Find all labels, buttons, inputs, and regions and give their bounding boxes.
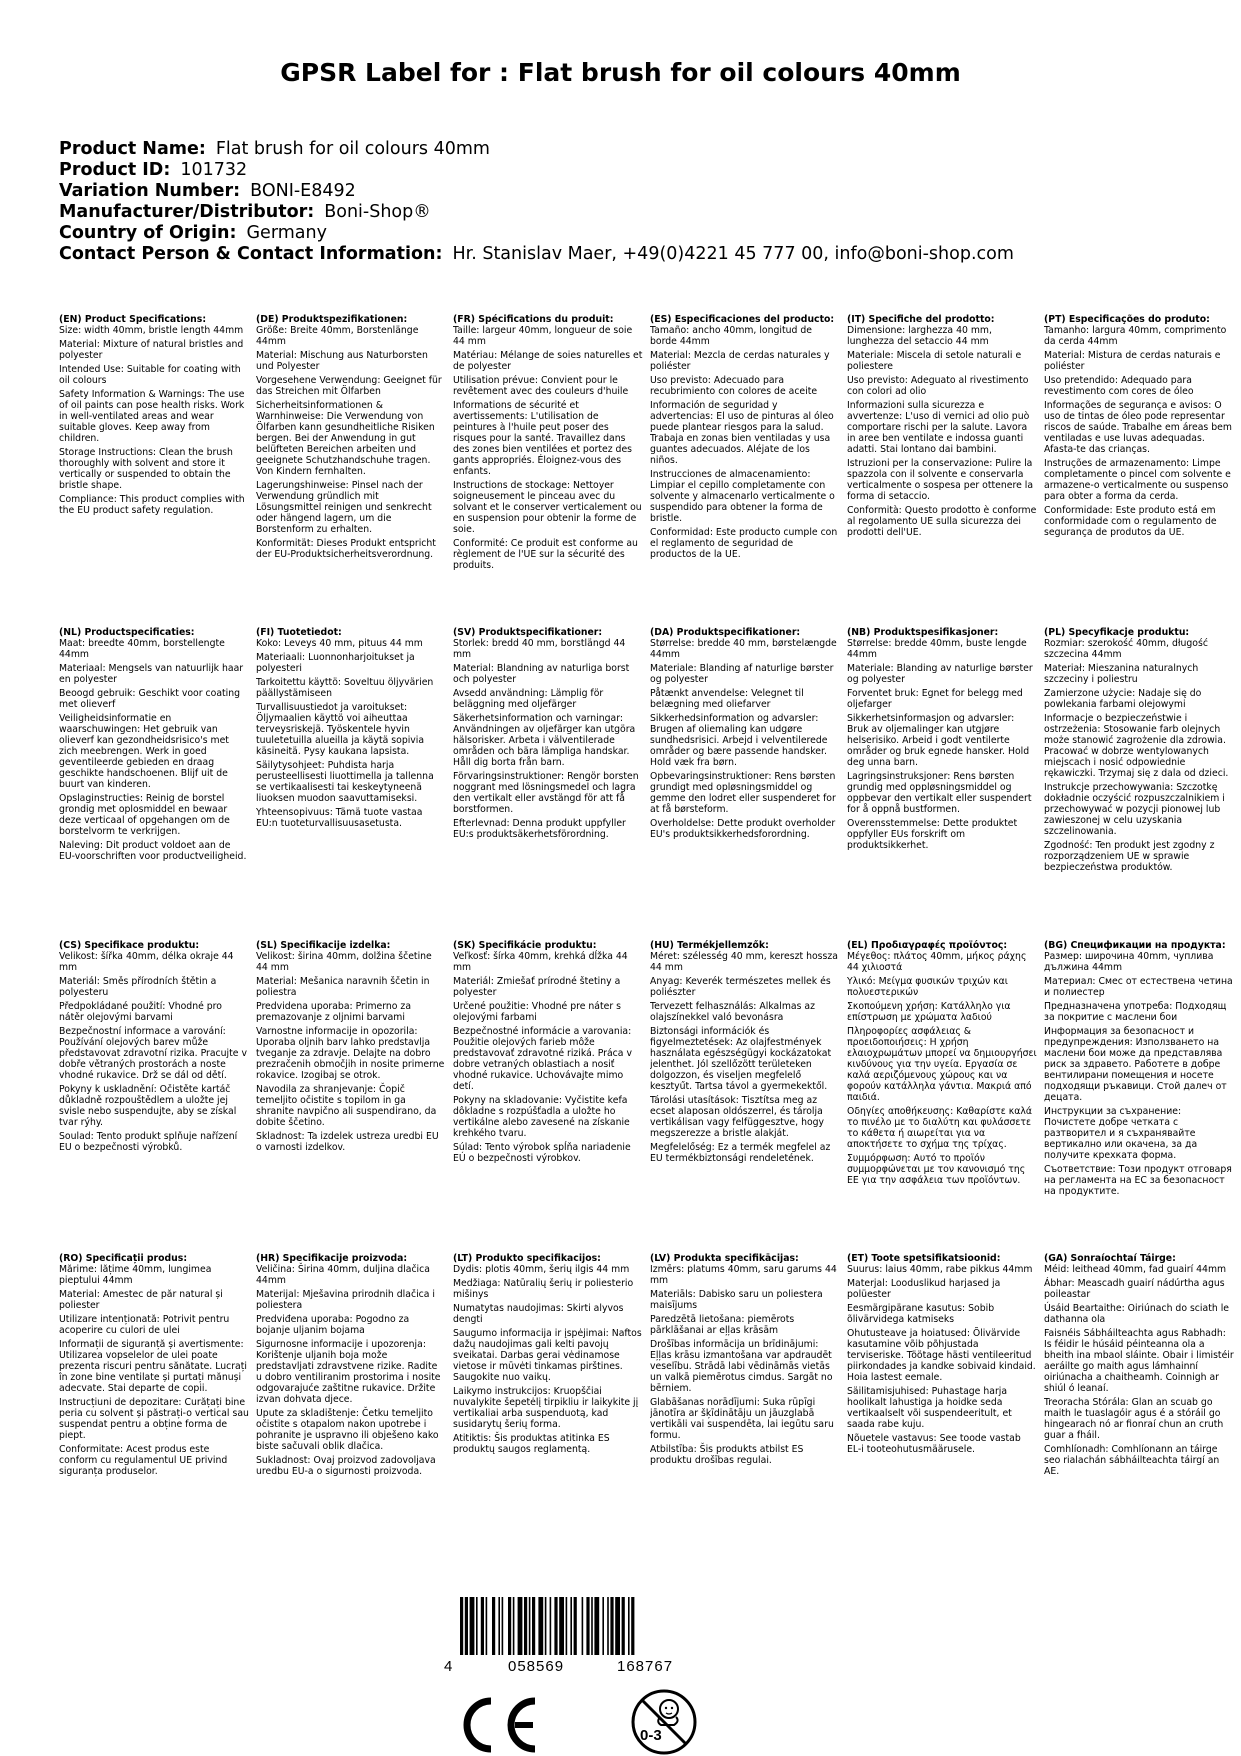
spec-line: Overholdelse: Dette produkt overholder EU's produktsikkerhedsforordning.: [650, 818, 836, 840]
barcode-bar: [622, 1597, 625, 1655]
spec-line: Tarkoitettu käyttö: Soveltuu öljyvärien päällystämiseen: [256, 677, 434, 699]
variation-number-label: Variation Number:: [59, 181, 241, 201]
barcode-bar: [465, 1597, 468, 1655]
spec-heading: (DE) Produktspezifikationen:: [256, 314, 408, 325]
spec-heading: (FR) Spécifications du produit:: [453, 314, 614, 325]
spec-line: Súlad: Tento výrobok spĺňa nariadenie EÚ o bezpečnosti výrobkov.: [453, 1142, 631, 1164]
spec-section: [59, 627, 249, 937]
spec-heading: (RO) Specificații produs:: [59, 1253, 188, 1264]
barcode-bar: [492, 1597, 495, 1655]
spec-heading: (NL) Productspecificaties:: [59, 627, 195, 638]
spec-line: Zgodność: Ten produkt jest zgodny z rozporządzeniem UE w sprawie bezpieczeństwa produktów.: [1044, 840, 1215, 873]
spec-line: Drošības informācija un brīdinājumi: Eļļas krāsu izmantošana var apdraudēt veselību. Strādā labi vēdināmās vietās un valkā piemērotus cimdus. Sargāt no bērniem.: [650, 1339, 833, 1394]
barcode-lead-digit: 4: [444, 1658, 453, 1675]
spec-heading: (ET) Toote spetsifikatsioonid:: [847, 1253, 1001, 1264]
barcode-bar: [602, 1597, 604, 1655]
spec-section: [453, 314, 643, 624]
spec-line: Avsedd användning: Lämplig för beläggning med oljefärger: [453, 688, 604, 710]
spec-line: Instrukcje przechowywania: Szczotkę dokładnie oczyścić rozpuszczalnikiem i przechowywać w pozycji pionowej lub zawieszonej w celu uzyskania szczelinowania.: [1044, 782, 1225, 837]
spec-section: [256, 627, 446, 937]
spec-line: Storage Instructions: Clean the brush thoroughly with solvent and store it vertically or suspended to obtain the bristle shape.: [59, 447, 233, 491]
spec-line: Taille: largeur 40mm, longueur de soie 44 mm: [453, 325, 633, 347]
spec-heading: (HU) Termékjellemzők:: [650, 940, 769, 951]
spec-heading: (SL) Specifikacije izdelka:: [256, 940, 391, 951]
spec-line: Efterlevnad: Denna produkt uppfyller EU:s produktsäkerhetsförordning.: [453, 818, 626, 840]
spec-line: Méid: leithead 40mm, fad guairí 44mm: [1044, 1264, 1227, 1275]
barcode-bar: [610, 1597, 613, 1655]
spec-line: Lagerungshinweise: Pinsel nach der Verwendung gründlich mit Lösungsmittel reinigen und senkrecht oder hängend lagern, um die Borstenform zu erhalten.: [256, 480, 432, 535]
product-id-label: Product ID:: [59, 160, 171, 180]
spec-line: Materiál: Směs přírodních štětin a polyesteru: [59, 976, 217, 998]
spec-line: Instruções de armazenamento: Limpe completamente o pincel com solvente e armazene-o verticalmente ou suspenso para obter a forma da cerda.: [1044, 458, 1231, 502]
spec-line: Tárolási utasítások: Tisztítsa meg az ecset alaposan oldószerrel, és tárolja vertikálisan vagy felfüggesztve, hogy megszerezze a bristle alakját.: [650, 1095, 825, 1139]
spec-line: Numatytas naudojimas: Skirti alyvos dengti: [453, 1303, 624, 1325]
spec-line: Säkerhetsinformation och varningar: Användningen av oljefärger kan utgöra hälsorisker. Arbeta i välventilerade områden och bära lämpliga handskar. Håll dig borta från barn.: [453, 713, 636, 768]
spec-heading: (PT) Especificações do produto:: [1044, 314, 1210, 325]
spec-line: Konformität: Dieses Produkt entspricht der EU-Produktsicherheitsverordnung.: [256, 538, 436, 560]
spec-line: Méret: szélesség 40 mm, kereszt hossza 44 mm: [650, 951, 838, 973]
spec-line: Yhteensopivuus: Tämä tuote vastaa EU:n tuoteturvallisuusasetusta.: [256, 807, 423, 829]
spec-line: Storlek: bredd 40 mm, borstlängd 44 mm: [453, 638, 626, 660]
spec-section: [650, 314, 840, 624]
spec-line: Predviđena uporaba: Pogodno za bojanje uljanim bojama: [256, 1314, 410, 1336]
spec-line: Uso previsto: Adecuado para recubrimiento con colores de aceite: [650, 375, 818, 397]
spec-heading: (HR) Specifikacije proizvoda:: [256, 1253, 408, 1264]
product-info: [59, 139, 1199, 265]
spec-line: Conformitate: Acest produs este conform cu regulamentul UE privind siguranța produselor.: [59, 1444, 228, 1477]
spec-line: Overensstemmelse: Dette produktet oppfyller EUs forskrift om produktsikkerhet.: [847, 818, 1018, 851]
spec-line: Paredzētā lietošana: piemērots pārklāšanai ar eļļas krāsām: [650, 1314, 795, 1336]
spec-section: [59, 314, 249, 624]
spec-line: Størrelse: bredde 40 mm, børstelængde 44mm: [650, 638, 837, 660]
barcode-bar: [508, 1597, 511, 1655]
page-title: GPSR Label for : Flat brush for oil colours 40mm: [280, 58, 961, 87]
spec-line: Bezpečnostní informace a varování: Používání olejových barev může představovat zdravotní rizika. Pracujte v dobře větraných prostorách a noste vhodné rukavice. Drž se dál od dětí.: [59, 1026, 247, 1081]
spec-line: Size: width 40mm, bristle length 44mm: [59, 325, 244, 336]
spec-section: [650, 627, 840, 937]
barcode-bar: [631, 1597, 634, 1655]
spec-heading: (EN) Product Specifications:: [59, 314, 207, 325]
contact-row: [59, 244, 1199, 265]
spec-line: Veiligheidsinformatie en waarschuwingen: Het gebruik van olieverf kan gezondheidsrisico's met zich meebrengen. Werk in goed geventileerde gebieden en draag geschikte handschoenen. Blijf uit de buurt van kinderen.: [59, 713, 229, 790]
barcode-bar: [615, 1597, 620, 1655]
spec-heading: (CS) Specifikace produktu:: [59, 940, 200, 951]
barcode-bar: [574, 1597, 577, 1655]
spec-line: Naleving: Dit product voldoet aan de EU-voorschriften voor productveiligheid.: [59, 840, 247, 862]
ean-barcode: [440, 1595, 740, 1675]
spec-line: Material: Blandning av naturliga borst och polyester: [453, 663, 630, 685]
spec-line: Saugumo informacija ir įspėjimai: Naftos dažų naudojimas gali kelti pavojų sveikatai. Darbas gerai vėdinamose vietose ir mūvėti tinkamas pirštines. Saugokite nuo vaikų.: [453, 1328, 642, 1383]
spec-line: Turvallisuustiedot ja varoitukset: Öljymaalien käyttö voi aiheuttaa terveysriskejä. Työskentele hyvin tuuletetuilla alueilla ja käytä sopivia käsineitä. Pysy kaukana lapsista.: [256, 702, 425, 757]
barcode-bar: [554, 1597, 557, 1655]
spec-line: Veličina: Širina 40mm, duljina dlačica 44mm: [256, 1264, 430, 1286]
spec-line: Συμμόρφωση: Αυτό το προϊόν συμμορφώνεται με τον κανονισμό της ΕΕ για την ασφάλεια των προϊόντων.: [847, 1153, 1026, 1186]
spec-line: Předpokládané použití: Vhodné pro nátěr olejovými barvami: [59, 1001, 222, 1023]
barcode-bar: [513, 1597, 515, 1655]
spec-line: Material: Amestec de păr natural și poliester: [59, 1289, 223, 1311]
spec-line: Материал: Смес от естествена четина и полиестер: [1044, 976, 1233, 998]
spec-line: Rozmiar: szerokość 40mm, długość szczecina 44mm: [1044, 638, 1208, 660]
barcode-bar: [470, 1597, 475, 1655]
spec-line: Πληροφορίες ασφάλειας & προειδοποιήσεις: Η χρήση ελαιοχρωμάτων μπορεί να δημιουργήσει κινδύνους για την υγεία. Εργασία σε καλά αεριζόμενους χώρους και να φορούν κατάλληλα γάντια. Μακριά από παιδιά.: [847, 1026, 1037, 1103]
spec-line: Tamanho: largura 40mm, comprimento da cerda 44mm: [1044, 325, 1227, 347]
spec-line: Comhlíonadh: Comhlíonann an táirge seo rialachán sábháilteachta táirgí an AE.: [1044, 1444, 1220, 1477]
spec-heading: (BG) Спецификации на продукта:: [1044, 940, 1226, 951]
spec-line: Atitiktis: Šis produktas atitinka ES produktų saugos reglamentą.: [453, 1433, 610, 1455]
spec-line: Ábhar: Meascadh guairí nádúrtha agus poileastar: [1044, 1278, 1225, 1300]
spec-line: Material: Mischung aus Naturborsten und Polyester: [256, 350, 428, 372]
spec-line: Velikost: širina 40mm, dolžina ščetine 44 mm: [256, 951, 432, 973]
spec-line: Upute za skladištenje: Četku temeljito očistite s otapalom nakon upotrebe i pohranite je uspravno ili obješeno kako biste sačuvali oblik dlačica.: [256, 1408, 439, 1452]
spec-line: Uso pretendido: Adequado para revestimento com cores de óleo: [1044, 375, 1194, 397]
spec-line: Informazioni sulla sicurezza e avvertenze: L'uso di vernici ad olio può comportare rischi per la salute. Lavora in aree ben ventilate e indossa guanti adatti. Stai lontano dai bambini.: [847, 400, 1030, 455]
spec-line: Materjal: Looduslikud harjased ja polüester: [847, 1278, 1001, 1300]
spec-line: Materiál: Zmiešať prírodné štetiny a polyester: [453, 976, 621, 998]
spec-line: Izmērs: platums 40mm, saru garums 44 mm: [650, 1264, 837, 1286]
spec-line: Tervezett felhasználás: Alkalmas az olajszínekkel való bevonásra: [650, 1001, 815, 1023]
spec-section: [1044, 627, 1234, 937]
spec-line: Istruzioni per la conservazione: Pulire la spazzola con il solvente e conservarla verticalmente o sospesa per ottenere la forma di setaccio.: [847, 458, 1034, 502]
spec-line: Säilitamisjuhised: Puhastage harja hoolikalt lahustiga ja hoidke seda vertikaalselt või suspendeeritult, et saada rabe kuju.: [847, 1386, 1012, 1430]
spec-line: Beoogd gebruik: Geschikt voor coating met olieverf: [59, 688, 241, 710]
spec-line: Sikkerhedsinformation og advarsler: Brugen af oliemaling kan udgøre sundhedsrisici. Arbejd i velventilerede områder og bære passende handsker. Hold væk fra børn.: [650, 713, 828, 768]
country-of-origin-row: [59, 223, 1199, 244]
spec-section: [847, 314, 1037, 624]
spec-line: Predvidena uporaba: Primerno za premazovanje z oljnimi barvami: [256, 1001, 412, 1023]
spec-line: Material: Mešanica naravnih ščetin in poliestra: [256, 976, 430, 998]
spec-section: [650, 1253, 840, 1553]
barcode-bar: [570, 1597, 572, 1655]
barcode-bar: [524, 1597, 527, 1655]
barcode-digits-left: 058569: [508, 1658, 565, 1675]
spec-line: Material: Mixture of natural bristles and polyester: [59, 339, 244, 361]
spec-line: Intended Use: Suitable for coating with oil colours: [59, 364, 241, 386]
spec-line: Ohutusteave ja hoiatused: Õlivärvide kasutamine võib põhjustada terviseriske. Töötage hästi ventileeritud piirkondades ja kandke sobivaid kindaid. Hoia lastest eemale.: [847, 1328, 1036, 1383]
spec-line: Glabāšanas norādījumi: Suka rūpīgi jānotīra ar šķīdinātāju un jāuzglabā vertikāli vai suspendēta, lai iegūtu saru formu.: [650, 1397, 834, 1441]
spec-line: Sukladnost: Ovaj proizvod zadovoljava uredbu EU-a o sigurnosti proizvoda.: [256, 1455, 436, 1477]
spec-line: Varnostne informacije in opozorila: Uporaba oljnih barv lahko predstavlja tveganje za zdravje. Delajte na dobro prezračenih območjih in nosite primerne rokavice. Izogibaj se otrok.: [256, 1026, 445, 1081]
product-id-value: 101732: [180, 160, 248, 180]
variation-number-value: BONI-E8492: [250, 181, 356, 201]
barcode-bars: [460, 1597, 634, 1655]
spec-heading: (FI) Tuotetiedot:: [256, 627, 342, 638]
spec-line: Οδηγίες αποθήκευσης: Καθαρίστε καλά το πινέλο με το διαλύτη και φυλάσσετε το κάθετα ή αιωρείται για να αποκτήσετε το σχήμα της τρίχας.: [847, 1106, 1032, 1150]
product-id-row: [59, 160, 1199, 181]
spec-line: Určené použitie: Vhodné pre náter s olejovými farbami: [453, 1001, 621, 1023]
barcode-bar: [566, 1597, 568, 1655]
spec-line: Предназначена употреба: Подходящ за покритие с маслени бои: [1044, 1001, 1227, 1023]
spec-line: Materiał: Mieszanina naturalnych szczeciny i poliestru: [1044, 663, 1199, 685]
barcode-bar: [628, 1597, 630, 1655]
spec-line: Velikost: šířka 40mm, délka okraje 44 mm: [59, 951, 234, 973]
spec-heading: (LT) Produkto specifikacijos:: [453, 1253, 601, 1264]
spec-line: Größe: Breite 40mm, Borstenlänge 44mm: [256, 325, 419, 347]
spec-line: Conformidad: Este producto cumple con el reglamento de seguridad de productos de la UE.: [650, 527, 838, 560]
barcode-bar: [591, 1597, 593, 1655]
spec-line: Eesmärgipärane kasutus: Sobib õlivärvidega katmiseks: [847, 1303, 995, 1325]
spec-line: Säilytysohjeet: Puhdista harja perusteellisesti liuottimella ja tallenna se vertikaalisesti tai keskeytyneenä liuoksen muodon saavuttamiseksi.: [256, 760, 434, 804]
spec-line: Informacje o bezpieczeństwie i ostrzeżenia: Stosowanie farb olejnych może stanowić zagrożenie dla zdrowia. Pracować w dobrze wentylowanych miejscach i nosić odpowiednie rękawiczki. Trzymaj się z dala od dzieci.: [1044, 713, 1229, 779]
spec-section: [256, 940, 446, 1250]
spec-line: Materijal: Mješavina prirodnih dlačica i poliestera: [256, 1289, 435, 1311]
spec-line: Úsáid Beartaithe: Oiriúnach do sciath le dathanna ola: [1044, 1303, 1229, 1325]
spec-line: Suurus: laius 40mm, rabe pikkus 44mm: [847, 1264, 1033, 1275]
spec-line: Съответствие: Този продукт отговаря на регламента на ЕС за безопасност на продуктите.: [1044, 1164, 1232, 1197]
spec-line: Conformità: Questo prodotto è conforme al regolamento UE sulla sicurezza dei prodotti dell'UE.: [847, 505, 1037, 538]
spec-line: Materiale: Miscela di setole naturali e poliestere: [847, 350, 1022, 372]
spec-line: Material: Mezcla de cerdas naturales y poliéster: [650, 350, 830, 372]
spec-line: Lagringsinstruksjoner: Rens børsten grundig med oppløsningsmiddel og oppbevar den vertikalt eller suspendert for å oppnå bustformen.: [847, 771, 1032, 815]
spec-heading: (EL) Προδιαγραφές προϊόντος:: [847, 940, 1008, 951]
spec-line: Matériau: Mélange de soies naturelles et de polyester: [453, 350, 643, 372]
barcode-bar: [594, 1597, 599, 1655]
spec-line: Materiaali: Luonnonharjoitukset ja polyesteri: [256, 652, 415, 674]
spec-section: [847, 940, 1037, 1250]
spec-section: [453, 940, 643, 1250]
spec-line: Informații de siguranță și avertismente: Utilizarea vopselelor de ulei poate prezenta riscuri pentru sănătate. Lucrați în zone bine ventilate și purtați mănuși adecvate. Stai departe de copii.: [59, 1339, 247, 1394]
spec-line: Bezpečnostné informácie a varovania: Použitie olejových farieb môže predstavovať zdravotné riziká. Práca v dobre vetraných oblastiach a nosiť vhodné rukavice. Uchovávajte mimo detí.: [453, 1026, 632, 1092]
spec-line: Υλικό: Μείγμα φυσικών τριχών και πολυεστερικών: [847, 976, 1008, 998]
variation-number-row: [59, 181, 1199, 202]
spec-section: [1044, 314, 1234, 624]
spec-line: Sikkerhetsinformasjon og advarsler: Bruk av oljemalinger kan utgjøre helserisiko. Arbeid i godt ventilerte områder og bruk egnede hansker. Hold deg unna barn.: [847, 713, 1030, 768]
product-name-value: Flat brush for oil colours 40mm: [215, 139, 490, 159]
language-specification-grid: [59, 314, 1241, 1584]
spec-line: Maat: breedte 40mm, borstellengte 44mm: [59, 638, 225, 660]
barcode-bar: [586, 1597, 589, 1655]
contact-value: Hr. Stanislav Maer, +49(0)4221 45 777 00, info@boni-shop.com: [452, 244, 1014, 264]
barcode-bar: [460, 1597, 463, 1655]
spec-line: Размер: широчина 40mm, чуплива дължина 44mm: [1044, 951, 1214, 973]
spec-line: Förvaringsinstruktioner: Rengör borsten noggrant med lösningsmedel och lagra den vertikalt eller avstängd för att få borstformen.: [453, 771, 639, 815]
product-name-row: [59, 139, 1199, 160]
spec-line: Mărime: lățime 40mm, lungimea pieptului 44mm: [59, 1264, 212, 1286]
spec-line: Zamierzone użycie: Nadaje się do powlekania farbami olejowymi: [1044, 688, 1202, 710]
spec-heading: (ES) Especificaciones del producto:: [650, 314, 835, 325]
spec-line: Nõuetele vastavus: See toode vastab EL-i tooteohutusmäärusele.: [847, 1433, 1021, 1455]
spec-line: Sigurnosne informacije i upozorenja: Korištenje uljanih boja može predstavljati zdravstvene rizike. Radite u dobro ventiliranim prostorima i nosite odgovarajuće zaštitne rukavice. Držite izvan dohvata djece.: [256, 1339, 441, 1405]
spec-line: Instructions de stockage: Nettoyer soigneusement le pinceau avec du solvant et le conserver verticalement ou en suspension pour obtenir la forme de soie.: [453, 480, 642, 535]
barcode-bar: [582, 1597, 584, 1655]
spec-line: Veľkosť: šírka 40mm, krehká dĺžka 44 mm: [453, 951, 628, 973]
contact-label: Contact Person & Contact Information:: [59, 244, 443, 264]
spec-line: Utilizare intenționată: Potrivit pentru acoperire cu culori de ulei: [59, 1314, 230, 1336]
barcode-bar: [518, 1597, 523, 1655]
spec-heading: (GA) Sonraíochtaí Táirge:: [1044, 1253, 1176, 1264]
country-of-origin-label: Country of Origin:: [59, 223, 237, 243]
spec-line: Megfelelőség: Ez a termék megfelel az EU termékbiztonsági rendeletének.: [650, 1142, 831, 1164]
spec-line: Conformidade: Este produto está em conformidade com o regulamento de segurança de produtos da UE.: [1044, 505, 1217, 538]
not-for-children-0-3-icon: [630, 1688, 698, 1756]
barcode-bar: [559, 1597, 564, 1655]
spec-heading: (DA) Produktspecifikationer:: [650, 627, 801, 638]
spec-section: [256, 1253, 446, 1553]
spec-line: Opbevaringsinstruktioner: Rens børsten grundigt med opløsningsmiddel og gemme den lodret eller suspenderet for at få børsteform.: [650, 771, 836, 815]
barcode-bar: [550, 1597, 552, 1655]
barcode-bar: [476, 1597, 478, 1655]
spec-line: Conformité: Ce produit est conforme au règlement de l'UE sur la sécurité des produits.: [453, 538, 638, 571]
manufacturer-label: Manufacturer/Distributor:: [59, 202, 315, 222]
spec-line: Dimensione: larghezza 40 mm, lunghezza del setaccio 44 mm: [847, 325, 992, 347]
spec-section: [847, 627, 1037, 937]
barcode-bar: [486, 1597, 488, 1655]
spec-line: Laikymo instrukcijos: Kruopščiai nuvalykite šepetėlį tirpikliu ir laikykite jį vertikaliai arba suspenduotą, kad susidarytų šerių forma.: [453, 1386, 639, 1430]
manufacturer-row: [59, 202, 1199, 223]
spec-line: Uso previsto: Adeguato al rivestimento con colori ad olio: [847, 375, 1029, 397]
spec-line: Dydis: plotis 40mm, šerių ilgis 44 mm: [453, 1264, 630, 1275]
ce-mark-icon: [455, 1695, 540, 1755]
spec-line: Pokyny k uskladnění: Očistěte kartáč důkladně rozpouštědlem a uložte jej svisle nebo suspendujte, aby se získal tvar rýhy.: [59, 1084, 237, 1128]
spec-section: [59, 940, 249, 1250]
spec-line: Compliance: This product complies with the EU product safety regulation.: [59, 494, 245, 516]
spec-line: Soulad: Tento produkt splňuje nařízení EU o bezpečnosti výrobků.: [59, 1131, 238, 1153]
spec-line: Información de seguridad y advertencias: El uso de pinturas al óleo puede plantear riesgos para la salud. Trabaja en zonas bien ventiladas y usa guantes adecuados. Aléjate de los niños.: [650, 400, 834, 466]
spec-line: Safety Information & Warnings: The use of oil paints can pose health risks. Work in well-ventilated areas and wear suitable gloves. Keep away from children.: [59, 389, 245, 444]
barcode-bar: [545, 1597, 547, 1655]
spec-heading: (IT) Specifiche del prodotto:: [847, 314, 995, 325]
spec-line: Medžiaga: Natūralių šerių ir poliesterio mišinys: [453, 1278, 634, 1300]
spec-line: Materiaal: Mengsels van natuurlijk haar en polyester: [59, 663, 244, 685]
spec-line: Vorgesehene Verwendung: Geeignet für das Streichen mit Ölfarben: [256, 375, 442, 397]
spec-line: Materiale: Blanding af naturlige børster og polyester: [650, 663, 834, 685]
spec-section: [256, 314, 446, 624]
spec-line: Skladnost: Ta izdelek ustreza uredbi EU o varnosti izdelkov.: [256, 1131, 439, 1153]
spec-line: Biztonsági információk és figyelmeztetések: Az olajfestmények használata egészségügyi kockázatokat jelenthet. Jól szellőzött területeken dolgozzon, és viseljen megfelelő kesztyűt. Tartsa távol a gyermekektől.: [650, 1026, 832, 1092]
spec-line: Opslaginstructies: Reinig de borstel grondig met oplosmiddel en bewaar deze verticaal of opgehangen om de borstelvorm te verkrijgen.: [59, 793, 230, 837]
spec-section: [650, 940, 840, 1250]
spec-line: Μέγεθος: πλάτος 40mm, μήκος ράχης 44 χιλιοστά: [847, 951, 1027, 973]
spec-line: Materiāls: Dabisko saru un poliestera maisījums: [650, 1289, 823, 1311]
barcode-digits-right: 168767: [617, 1658, 674, 1675]
spec-section: [1044, 1253, 1234, 1553]
spec-line: Påtænkt anvendelse: Velegnet til belægning med oliefarver: [650, 688, 804, 710]
spec-line: Инструкции за съхранение: Почистете добре четката с разтворител и я съхранявайте вертикално или окачена, за да получите крехката форма.: [1044, 1106, 1198, 1161]
spec-line: Atbilstība: Šis produkts atbilst ES produktu drošības regulai.: [650, 1444, 804, 1466]
spec-line: Navodila za shranjevanje: Čopič temeljito očistite s topilom in ga shranite navpično ali suspendirano, da dobite ščetino.: [256, 1084, 437, 1128]
spec-section: [1044, 940, 1234, 1250]
spec-line: Utilisation prévue: Convient pour le revêtement avec des couleurs d'huile: [453, 375, 629, 397]
age-warning-label: 0-3: [640, 1727, 662, 1744]
spec-line: Faisnéis Sábháilteachta agus Rabhadh: Is féidir le húsáid péinteanna ola a bheith ina mbaol sláinte. Obair i limistéir aeráilte go maith agus lámhainní oiriúnacha a chaitheamh. Coinnigh ar shiúl ó leanaí.: [1044, 1328, 1234, 1394]
spec-line: Forventet bruk: Egnet for belegg med oljefarger: [847, 688, 1023, 710]
spec-line: Информация за безопасност и предупреждения: Използването на маслени бои може да представлява риск за здравето. Работете в добре вентилирани помещения и носете подходящи ръкавици. Стой далеч от децата.: [1044, 1026, 1227, 1103]
country-of-origin-value: Germany: [246, 223, 327, 243]
spec-heading: (LV) Produkta specifikācijas:: [650, 1253, 799, 1264]
spec-line: Treoracha Stórála: Glan an scuab go maith le tuaslagóir agus é a stóráil go hingearach nó ar fionraí chun an cruth guar a fháil.: [1044, 1397, 1224, 1441]
spec-heading: (SK) Špecifikácie produktu:: [453, 940, 597, 951]
barcode-bar: [502, 1597, 504, 1655]
barcode-bar: [498, 1597, 500, 1655]
spec-section: [847, 1253, 1037, 1553]
barcode-bar: [481, 1597, 484, 1655]
barcode-bar: [607, 1597, 609, 1655]
spec-line: Instrucciones de almacenamiento: Limpiar el cepillo completamente con solvente y almacenarlo verticalmente o suspendido para obtener la forma de bristle.: [650, 469, 835, 524]
spec-section: [59, 1253, 249, 1553]
spec-section: [453, 627, 643, 937]
spec-line: Informações de segurança e avisos: O uso de tintas de óleo pode representar riscos de saúde. Trabalhe em áreas bem ventiladas e use luvas adequadas. Afasta-te das crianças.: [1044, 400, 1232, 455]
spec-line: Anyag: Keverék természetes mellek és poliészter: [650, 976, 831, 998]
spec-heading: (PL) Specyfikacje produktu:: [1044, 627, 1190, 638]
spec-line: Instrucțiuni de depozitare: Curățați bine peria cu solvent și păstrați-o vertical sau suspendat pentru a obține forma de piept.: [59, 1397, 249, 1441]
spec-heading: (SV) Produktspecifikationer:: [453, 627, 603, 638]
spec-line: Informations de sécurité et avertissements: L'utilisation de peintures à l'huile peut poser des risques pour la santé. Travaillez dans des zones bien ventilées et portez des gants appropriés. Éloignez-vous des enfants.: [453, 400, 633, 477]
spec-line: Koko: Leveys 40 mm, pituus 44 mm: [256, 638, 423, 649]
barcode-bar: [532, 1597, 535, 1655]
barcode-bar: [538, 1597, 543, 1655]
manufacturer-value: Boni-Shop®: [324, 202, 431, 222]
spec-line: Pokyny na skladovanie: Vyčistite kefa dôkladne s rozpúšťadla a uložte ho vertikálne alebo zavesené na získanie krehkého tvaru.: [453, 1095, 630, 1139]
spec-heading: (NB) Produktspesifikasjoner:: [847, 627, 999, 638]
spec-section: [453, 1253, 643, 1553]
spec-line: Tamaño: ancho 40mm, longitud de borde 44mm: [650, 325, 813, 347]
spec-line: Størrelse: bredde 40mm, buste lengde 44mm: [847, 638, 1027, 660]
barcode-bar: [529, 1597, 531, 1655]
spec-line: Sicherheitsinformationen & Warnhinweise: Die Verwendung von Ölfarben kann gesundheitliche Risiken bergen. Bei der Anwendung in gut belüfteten Bereichen arbeiten und geeignete Schutzhandschuhe tragen. Von Kindern fernhalten.: [256, 400, 435, 477]
product-name-label: Product Name:: [59, 139, 206, 159]
spec-line: Material: Mistura de cerdas naturais e poliéster: [1044, 350, 1221, 372]
spec-line: Σκοπούμενη χρήση: Κατάλληλο για επίστρωση με χρώματα λαδιού: [847, 1001, 1011, 1023]
spec-line: Materiale: Blanding av naturlige børster og polyester: [847, 663, 1033, 685]
